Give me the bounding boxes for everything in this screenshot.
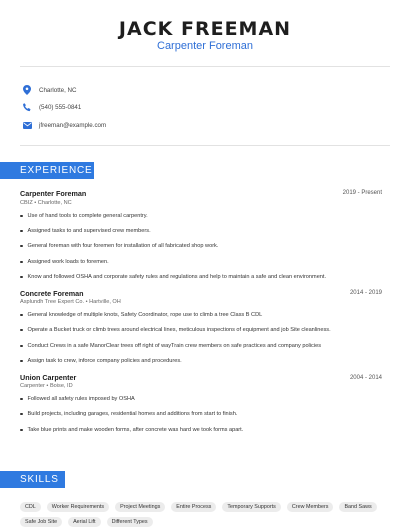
skill-chip: CDL bbox=[20, 502, 41, 512]
job-bullet: Use of hand tools to complete general carpentry. bbox=[20, 213, 148, 219]
skill-chip: Project Meetings bbox=[115, 502, 165, 512]
skill-chip: Aerial Lift bbox=[68, 517, 100, 527]
bullet-dot bbox=[20, 245, 23, 248]
contact-divider bbox=[20, 145, 390, 146]
experience-heading: EXPERIENCE bbox=[0, 162, 94, 179]
job-title: Concrete Foreman bbox=[20, 289, 84, 298]
job-bullet: General foreman with four foremen for installation of all fabricated shop work. bbox=[20, 243, 218, 249]
skill-chip: Entire Process bbox=[171, 502, 216, 512]
bullet-dot bbox=[20, 398, 23, 401]
bullet-dot bbox=[20, 329, 23, 332]
job-bullet: Know and followed OSHA and corporate safety rules and regulations and help to maintain a safe and clean environment. bbox=[20, 274, 326, 280]
phone-text: (540) 555-0841 bbox=[39, 103, 82, 111]
email-text: jfreeman@example.com bbox=[39, 121, 107, 129]
job-bullet: Take blue prints and make wooden forms, after concrete was hard we took forms apart. bbox=[20, 427, 243, 433]
skill-chip: Temporary Supports bbox=[222, 502, 281, 512]
phone-icon bbox=[22, 102, 32, 112]
bullet-dot bbox=[20, 360, 23, 363]
job-employer: Carpenter • Boise, ID bbox=[20, 383, 73, 389]
skill-chip: Safe Job Site bbox=[20, 517, 62, 527]
job-bullet: General knowledge of multiple knots, Safety Coordinator, rope use to climb a tree Class B CDL bbox=[20, 312, 262, 318]
skill-chip: Crew Members bbox=[287, 502, 334, 512]
candidate-name: JACK FREEMAN bbox=[118, 18, 292, 40]
contact-email bbox=[22, 119, 106, 131]
bullet-dot bbox=[20, 429, 23, 432]
header-divider bbox=[20, 66, 390, 67]
bullet-dot bbox=[20, 215, 23, 218]
candidate-role: Carpenter Foreman bbox=[157, 40, 253, 52]
job-bullet: Conduct Crews in a safe ManorClear trees off right of wayTrain crew members on safe practices and company policies bbox=[20, 343, 321, 349]
skills-row bbox=[20, 502, 390, 512]
job-bullet: Followed all safety rules imposed by OSHA bbox=[20, 396, 135, 402]
location-text: Charlotte, NC bbox=[39, 86, 77, 94]
bullet-dot bbox=[20, 276, 23, 279]
skills-list bbox=[20, 502, 390, 530]
job-bullet: Assign task to crew, inforce company policies and procedures. bbox=[20, 358, 182, 364]
job-title: Union Carpenter bbox=[20, 373, 77, 382]
job-bullet: Assigned tasks to and supervised crew members. bbox=[20, 228, 151, 234]
job-title: Carpenter Foreman bbox=[20, 189, 87, 198]
mail-icon bbox=[22, 120, 32, 130]
job-employer: CBIZ • Charlotte, NC bbox=[20, 200, 72, 206]
job-dates: 2019 - Present bbox=[342, 190, 382, 196]
skill-chip: Different Types bbox=[107, 517, 153, 527]
job-bullet: Assigned work loads to foremen. bbox=[20, 259, 109, 265]
map-pin-icon bbox=[22, 85, 32, 95]
bullet-dot bbox=[20, 261, 23, 264]
bullet-dot bbox=[20, 345, 23, 348]
skills-row bbox=[20, 517, 390, 527]
bullet-dot bbox=[20, 314, 23, 317]
contact-phone bbox=[22, 101, 81, 113]
job-bullet: Operate a Bucket truck or climb trees around electrical lines, meticulous inspections of equipment and job Site cleanliness. bbox=[20, 327, 331, 333]
skills-heading: SKILLS bbox=[0, 471, 65, 488]
job-bullet: Build projects, including garages, residential homes and additions from start to finish. bbox=[20, 411, 237, 417]
bullet-dot bbox=[20, 413, 23, 416]
job-dates: 2014 - 2019 bbox=[349, 290, 382, 296]
job-dates: 2004 - 2014 bbox=[349, 375, 382, 381]
bullet-dot bbox=[20, 230, 23, 233]
skill-chip: Worker Requirements bbox=[47, 502, 109, 512]
job-employer: Asplundh Tree Expert Co. • Hartville, OH bbox=[20, 299, 121, 305]
contact-location bbox=[22, 84, 76, 96]
skill-chip: Band Saws bbox=[339, 502, 376, 512]
